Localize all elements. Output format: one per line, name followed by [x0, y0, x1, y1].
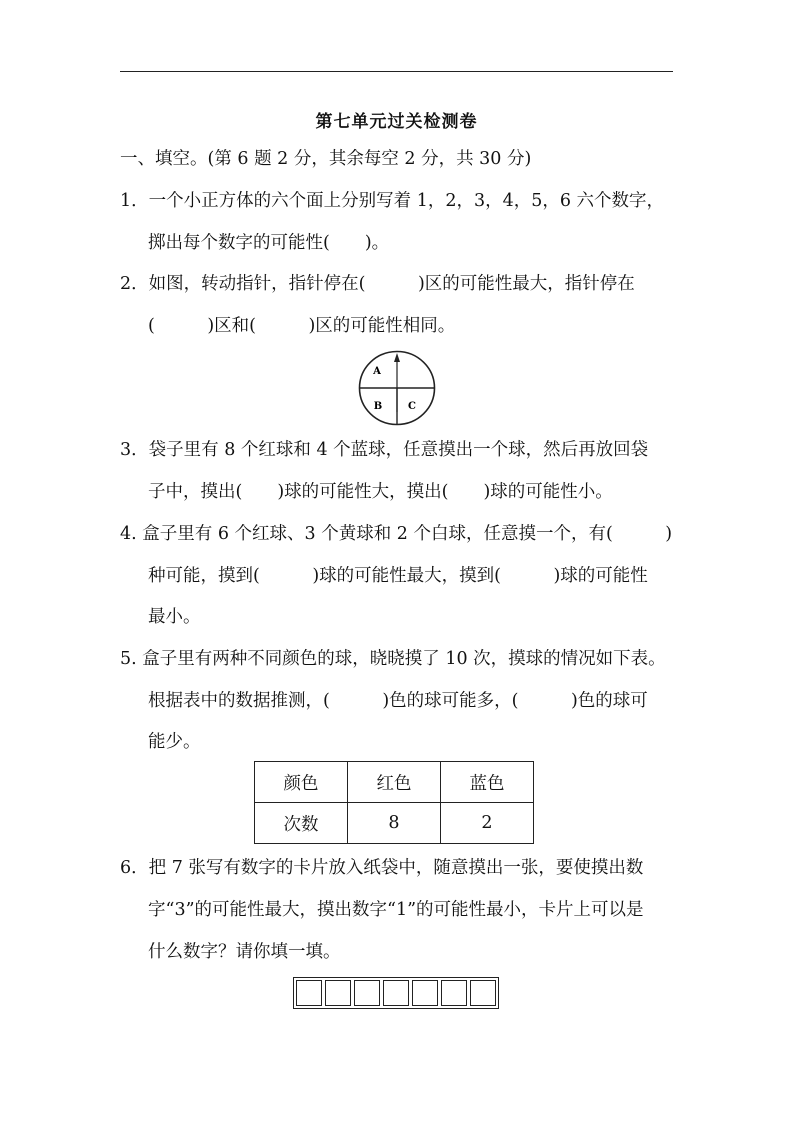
answer-card-box[interactable]: [470, 980, 496, 1006]
table-cell: 次数: [255, 803, 348, 844]
table-header-cell: 红色: [348, 762, 441, 803]
q4-line2: 种可能，摸到( )球的可能性最大，摸到( )球的可能性: [148, 566, 648, 586]
answer-card-box[interactable]: [383, 980, 409, 1006]
q5-line2: 根据表中的数据推测，( )色的球可能多，( )色的球可: [148, 691, 648, 711]
table-cell: 8: [348, 803, 441, 844]
spinner-label-b: B: [373, 401, 383, 412]
q5-line3: 能少。: [148, 732, 201, 752]
section-heading: 一、填空。(第 6 题 2 分，其余每空 2 分，共 30 分): [120, 149, 532, 169]
table-header-cell: 蓝色: [441, 762, 534, 803]
q3-line1: 3．袋子里有 8 个红球和 4 个蓝球，任意摸出一个球，然后再放回袋: [120, 440, 649, 460]
answer-card-box[interactable]: [354, 980, 380, 1006]
answer-card-box[interactable]: [325, 980, 351, 1006]
q6-line3: 什么数字？请你填一填。: [148, 942, 341, 962]
q3-line2: 子中，摸出( )球的可能性大，摸出( )球的可能性小。: [148, 482, 613, 502]
card-boxes: [293, 977, 499, 1009]
q1-line1: 1．一个小正方体的六个面上分别写着 1，2，3，4，5，6 六个数字，: [120, 191, 665, 211]
spinner-label-c: C: [408, 401, 416, 412]
answer-card-box[interactable]: [296, 980, 322, 1006]
q4-line3: 最小。: [148, 607, 201, 627]
header-rule: [120, 71, 673, 72]
table-cell: 2: [441, 803, 534, 844]
answer-card-box[interactable]: [412, 980, 438, 1006]
q5-line1: 5. 盒子里有两种不同颜色的球，晓晓摸了 10 次，摸球的情况如下表。: [120, 649, 666, 669]
q6-line1: 6．把 7 张写有数字的卡片放入纸袋中，随意摸出一张，要使摸出数: [120, 858, 644, 878]
spinner-diagram: [358, 350, 436, 426]
spinner-label-a: A: [373, 366, 381, 377]
page-title: 第七单元过关检测卷: [315, 112, 478, 132]
table-row: [255, 762, 534, 803]
answer-card-box[interactable]: [441, 980, 467, 1006]
spinner-pointer-head: [394, 353, 400, 362]
q4-line1: 4. 盒子里有 6 个红球、3 个黄球和 2 个白球，任意摸一个，有( ): [120, 524, 673, 544]
table-row: [255, 803, 534, 844]
q6-line2: 字“3”的可能性最大，摸出数字“1”的可能性最小，卡片上可以是: [148, 900, 644, 920]
frequency-table: [254, 761, 534, 844]
q1-line2: 掷出每个数字的可能性( )。: [148, 233, 390, 253]
q2-line1: 2．如图，转动指针，指针停在( )区的可能性最大，指针停在: [120, 274, 635, 294]
q2-line2: ( )区和( )区的可能性相同。: [148, 316, 456, 336]
table-header-cell: 颜色: [255, 762, 348, 803]
